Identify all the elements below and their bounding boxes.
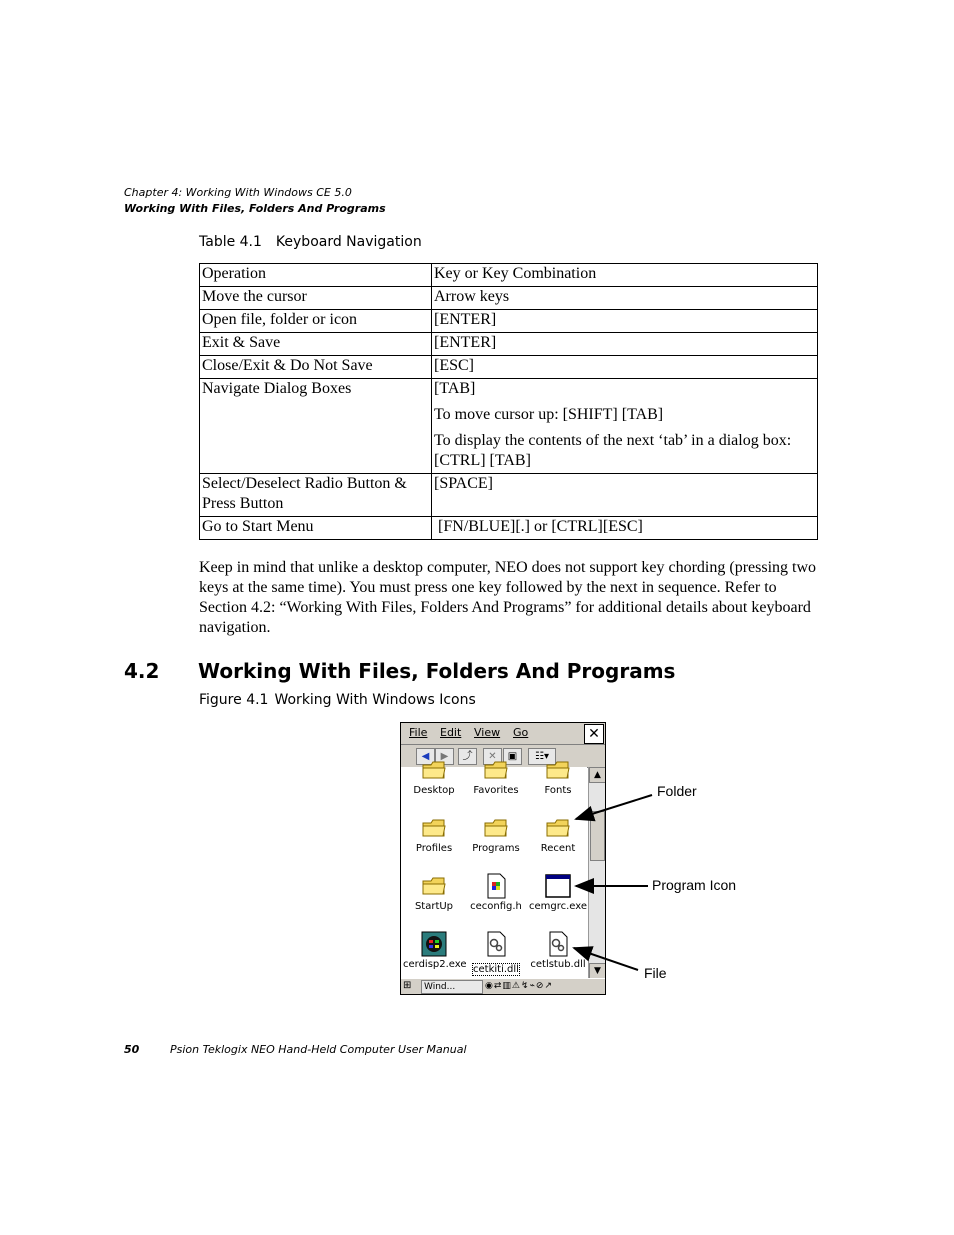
explorer-item-label: Favorites bbox=[473, 785, 519, 796]
operation-text: Exit & Save bbox=[202, 334, 281, 351]
table-cell-keys bbox=[432, 333, 818, 356]
explorer-item-label: Profiles bbox=[415, 843, 453, 854]
delete-icon[interactable]: ✕ bbox=[483, 748, 502, 765]
menu-view[interactable]: View bbox=[474, 726, 501, 739]
table-cell-operation bbox=[200, 379, 432, 474]
explorer-item[interactable] bbox=[403, 931, 465, 970]
running-head bbox=[124, 185, 386, 217]
table-header-keys: Key or Key Combination bbox=[432, 264, 818, 287]
explorer-item[interactable] bbox=[403, 873, 465, 912]
table-row bbox=[200, 379, 818, 474]
menu-bar bbox=[401, 723, 605, 745]
explorer-item-label: ceconfig.h bbox=[470, 901, 522, 912]
operation-text: Navigate Dialog Boxes bbox=[202, 380, 352, 397]
view-menu-icon[interactable]: ☷▾ bbox=[528, 748, 556, 765]
section-number: 4.2 bbox=[124, 659, 160, 683]
folder-callout-arrow bbox=[576, 795, 652, 819]
table-cell-keys bbox=[432, 517, 818, 540]
table-row bbox=[200, 310, 818, 333]
key-combination-text: [SPACE] bbox=[434, 475, 493, 492]
table-cell-operation bbox=[200, 333, 432, 356]
folder-icon bbox=[421, 757, 447, 783]
dll-file-icon bbox=[483, 931, 509, 957]
system-tray-icons: ◉⇄▥⚠↯⌁⊘↗ bbox=[485, 981, 554, 991]
section-heading bbox=[124, 659, 675, 683]
table-cell-operation bbox=[200, 474, 432, 517]
key-combination-text: To move cursor up: [SHIFT] [TAB] bbox=[434, 406, 664, 423]
section-title: Working With Files, Folders And Programs bbox=[198, 659, 676, 683]
callout-folder: Folder bbox=[657, 783, 697, 799]
running-head-chapter: Chapter 4: Working With Windows CE 5.0 bbox=[124, 186, 352, 199]
taskbar bbox=[401, 978, 605, 994]
operation-text: Select/Deselect Radio Button & bbox=[202, 475, 407, 492]
table-cell-operation bbox=[200, 310, 432, 333]
table-cell-operation bbox=[200, 356, 432, 379]
explorer-item[interactable] bbox=[403, 757, 465, 796]
explorer-item[interactable] bbox=[465, 815, 527, 854]
table-row bbox=[200, 287, 818, 310]
table-row bbox=[200, 333, 818, 356]
table-row bbox=[200, 517, 818, 540]
key-combination-text: [ENTER] bbox=[434, 334, 497, 351]
up-folder-icon[interactable]: ⤴ bbox=[458, 748, 477, 765]
table-header-row bbox=[200, 264, 818, 287]
application-icon bbox=[421, 931, 447, 957]
folder-icon bbox=[483, 757, 509, 783]
explorer-item-label: Programs bbox=[472, 843, 520, 854]
scroll-down-icon[interactable]: ▼ bbox=[589, 963, 606, 979]
table-row bbox=[200, 356, 818, 379]
table-cell-operation bbox=[200, 517, 432, 540]
back-icon[interactable]: ◀ bbox=[416, 748, 435, 765]
table-row bbox=[200, 474, 818, 517]
close-button[interactable]: ✕ bbox=[584, 724, 604, 744]
explorer-item[interactable] bbox=[465, 931, 527, 976]
page-number: 50 bbox=[124, 1043, 140, 1056]
explorer-item-label: Recent bbox=[540, 843, 576, 854]
operation-text: Go to Start Menu bbox=[202, 518, 314, 535]
figure-caption-title: Working With Windows Icons bbox=[274, 692, 476, 708]
folder-icon bbox=[421, 873, 447, 899]
scroll-up-icon[interactable]: ▲ bbox=[589, 767, 606, 783]
body-paragraph: Keep in mind that unlike a desktop computer, NEO does not support key chording (pressing two keys at the same time). You must press one key followed by the next in sequence. Refer to Section 4.2: “Working With Files, Folders And Programs” for additional details about keyboard navigation. bbox=[199, 559, 817, 636]
table-caption-title: Keyboard Navigation bbox=[275, 234, 422, 250]
table-cell-keys bbox=[432, 474, 818, 517]
operation-text: Press Button bbox=[202, 495, 284, 512]
explorer-item-label: cetlstub.dll bbox=[530, 959, 586, 970]
table-caption bbox=[199, 234, 422, 250]
table-cell-keys bbox=[432, 287, 818, 310]
menu-go[interactable]: Go bbox=[513, 726, 529, 739]
operation-text: Move the cursor bbox=[202, 288, 307, 305]
table-cell-operation bbox=[200, 287, 432, 310]
explorer-item[interactable] bbox=[465, 873, 527, 912]
table-header-operation: Operation bbox=[200, 264, 432, 287]
explorer-item-label: cetkiti.dll bbox=[473, 964, 519, 975]
key-combination-text: [ESC] bbox=[434, 357, 474, 374]
operation-text: Close/Exit & Do Not Save bbox=[202, 357, 373, 374]
table-cell-keys bbox=[432, 356, 818, 379]
forward-icon[interactable]: ▶ bbox=[435, 748, 454, 765]
explorer-item[interactable] bbox=[465, 757, 527, 796]
running-head-section: Working With Files, Folders And Programs bbox=[124, 202, 386, 215]
callout-program-icon: Program Icon bbox=[652, 877, 737, 893]
key-combination-text: [FN/BLUE][.] or [CTRL][ESC] bbox=[434, 518, 643, 535]
key-combination-text: Arrow keys bbox=[434, 288, 510, 305]
table-caption-number: Table 4.1 bbox=[199, 234, 262, 250]
table-cell-keys bbox=[432, 310, 818, 333]
taskbar-task[interactable]: Wind... bbox=[421, 980, 483, 994]
callout-file: File bbox=[644, 965, 667, 981]
explorer-item[interactable] bbox=[403, 815, 465, 854]
footer-title: Psion Teklogix NEO Hand-Held Computer User Manual bbox=[170, 1043, 467, 1056]
menu-file[interactable]: File bbox=[409, 726, 428, 739]
key-combination-text: [TAB] bbox=[434, 380, 476, 397]
key-combination-text: [ENTER] bbox=[434, 311, 497, 328]
properties-icon[interactable]: ▣ bbox=[503, 748, 522, 765]
explorer-item-label: cerdisp2.exe bbox=[403, 959, 467, 970]
figure-caption bbox=[199, 692, 476, 708]
page-footer bbox=[124, 1043, 467, 1056]
file-callout-arrow bbox=[574, 948, 638, 970]
explorer-item-label: cemgrc.exe bbox=[528, 901, 588, 912]
operation-text: Open file, folder or icon bbox=[202, 311, 358, 328]
keyboard-navigation-table bbox=[199, 263, 818, 540]
key-combination-text: To display the contents of the next ‘tab’ in a dialog box: [CTRL] [TAB] bbox=[434, 432, 796, 469]
table-cell-keys bbox=[432, 379, 818, 474]
file-icon bbox=[483, 873, 509, 899]
explorer-item-label: Fonts bbox=[544, 785, 572, 796]
start-button-icon[interactable]: ⊞ bbox=[403, 980, 412, 991]
explorer-item-label: Desktop bbox=[413, 785, 455, 796]
folder-icon bbox=[483, 815, 509, 841]
menu-edit[interactable]: Edit bbox=[440, 726, 462, 739]
explorer-item-label: StartUp bbox=[414, 901, 454, 912]
callout-arrows bbox=[560, 780, 660, 980]
folder-icon bbox=[421, 815, 447, 841]
figure-caption-number: Figure 4.1 bbox=[199, 692, 269, 708]
